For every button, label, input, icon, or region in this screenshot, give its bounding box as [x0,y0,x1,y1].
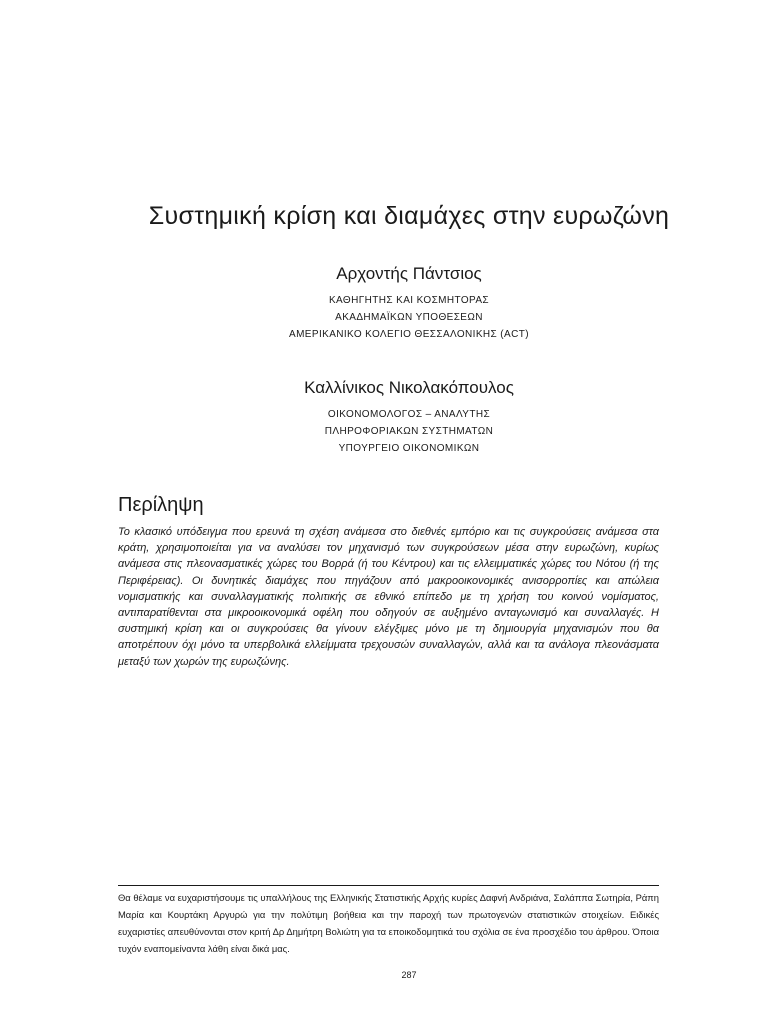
author-affiliation-line: ΥΠΟΥΡΓΕΙΟ ΟΙΚΟΝΟΜΙΚΩΝ [338,443,480,454]
author-name: Αρχοντής Πάντσιος [336,264,482,283]
article-title: Συστημική κρίση και διαμάχες στην ευρωζώνη [148,202,670,230]
author-block-2 [0,378,768,457]
page-number: 287 [401,970,417,980]
author-affiliation-line: ΑΚΑΔΗΜΑΪΚΩΝ ΥΠΟΘΕΣΕΩΝ [335,312,483,323]
author-affiliation-line: ΚΑΘΗΓΗΤΗΣ ΚΑΙ ΚΟΣΜΗΤΟΡΑΣ [328,295,489,306]
author-affiliation-line: ΑΜΕΡΙΚΑΝΙΚΟ ΚΟΛΕΓΙΟ ΘΕΣΣΑΛΟΝΙΚΗΣ (ACT) [289,329,529,340]
footnote-text: Θα θέλαμε να ευχαριστήσουμε τις υπαλλήλους της Ελληνικής Στατιστικής Αρχής κυρίες Δαφνή Ανδριάνα, Σαλάππα Σωτηρία, Ράπη Μαρία και Κουρτάκη Αργυρώ για την πολύτιμη βοήθεια και την παροχή των πρωτογενών στατιστικών στοιχείων. Ειδικές ευχαριστίες απευθύνονται στον κριτή Δρ Δημήτρη Βολιώτη για τα εποικοδομητικά του σχόλια σε ένα προσχέδιο του άρθρου. Όποια τυχόν εναπομείναντα λάθη είναι δικά μας. [118,892,659,954]
abstract-heading: Περίληψη [118,494,204,516]
abstract-text: Το κλασικό υπόδειγμα που ερευνά τη σχέση ανάμεσα στο διεθνές εμπόριο και τις συγκρούσεις ανάμεσα στα κράτη, χρησιμοποιείται για να αναλύσει τον μηχανισμό των συγκρούσεων μέσα στην ευρωζώνη, κυρίως ανάμεσα στις πλεονασματικές χώρες του Βορρά (ή του Κέντρου) και τις ελλειμματικές χώρες του Νότου (ή της Περιφέρειας). Οι δυνητικές διαμάχες που πηγάζουν από μακροοικονομικές ανισορροπίες και απώλεια νομισματικής και συναλλαγματικής πολιτικής σε εθνικό επίπεδο με τη χρήση του κοινού νομίσματος, αντιπαρατίθενται στα μικροοικονομικά οφέλη που οδηγούν σε αυξημένο ανταγωνισμό και συναλλαγές. Η συστημική κρίση και οι συγκρούσεις θα γίνουν ελέγξιμες μόνο με τη δημιουργία μηχανισμών που θα αποτρέπουν όχι μόνο τα υπερβολικά ελλείμματα τρεχουσών συναλλαγών, αλλά και τα ανάλογα πλεονάσματα μεταξύ των χωρών της ευρωζώνης. [118,526,659,668]
author-name: Καλλίνικος Νικολακόπουλος [304,378,514,397]
author-affiliation-line: ΟΙΚΟΝΟΜΟΛΟΓΟΣ – ΑΝΑΛΥΤΗΣ [327,409,491,420]
author-affiliation-line: ΠΛΗΡΟΦΟΡΙΑΚΩΝ ΣΥΣΤΗΜΑΤΩΝ [324,426,494,437]
footnote-divider [118,885,659,886]
author-block-1 [0,264,768,343]
